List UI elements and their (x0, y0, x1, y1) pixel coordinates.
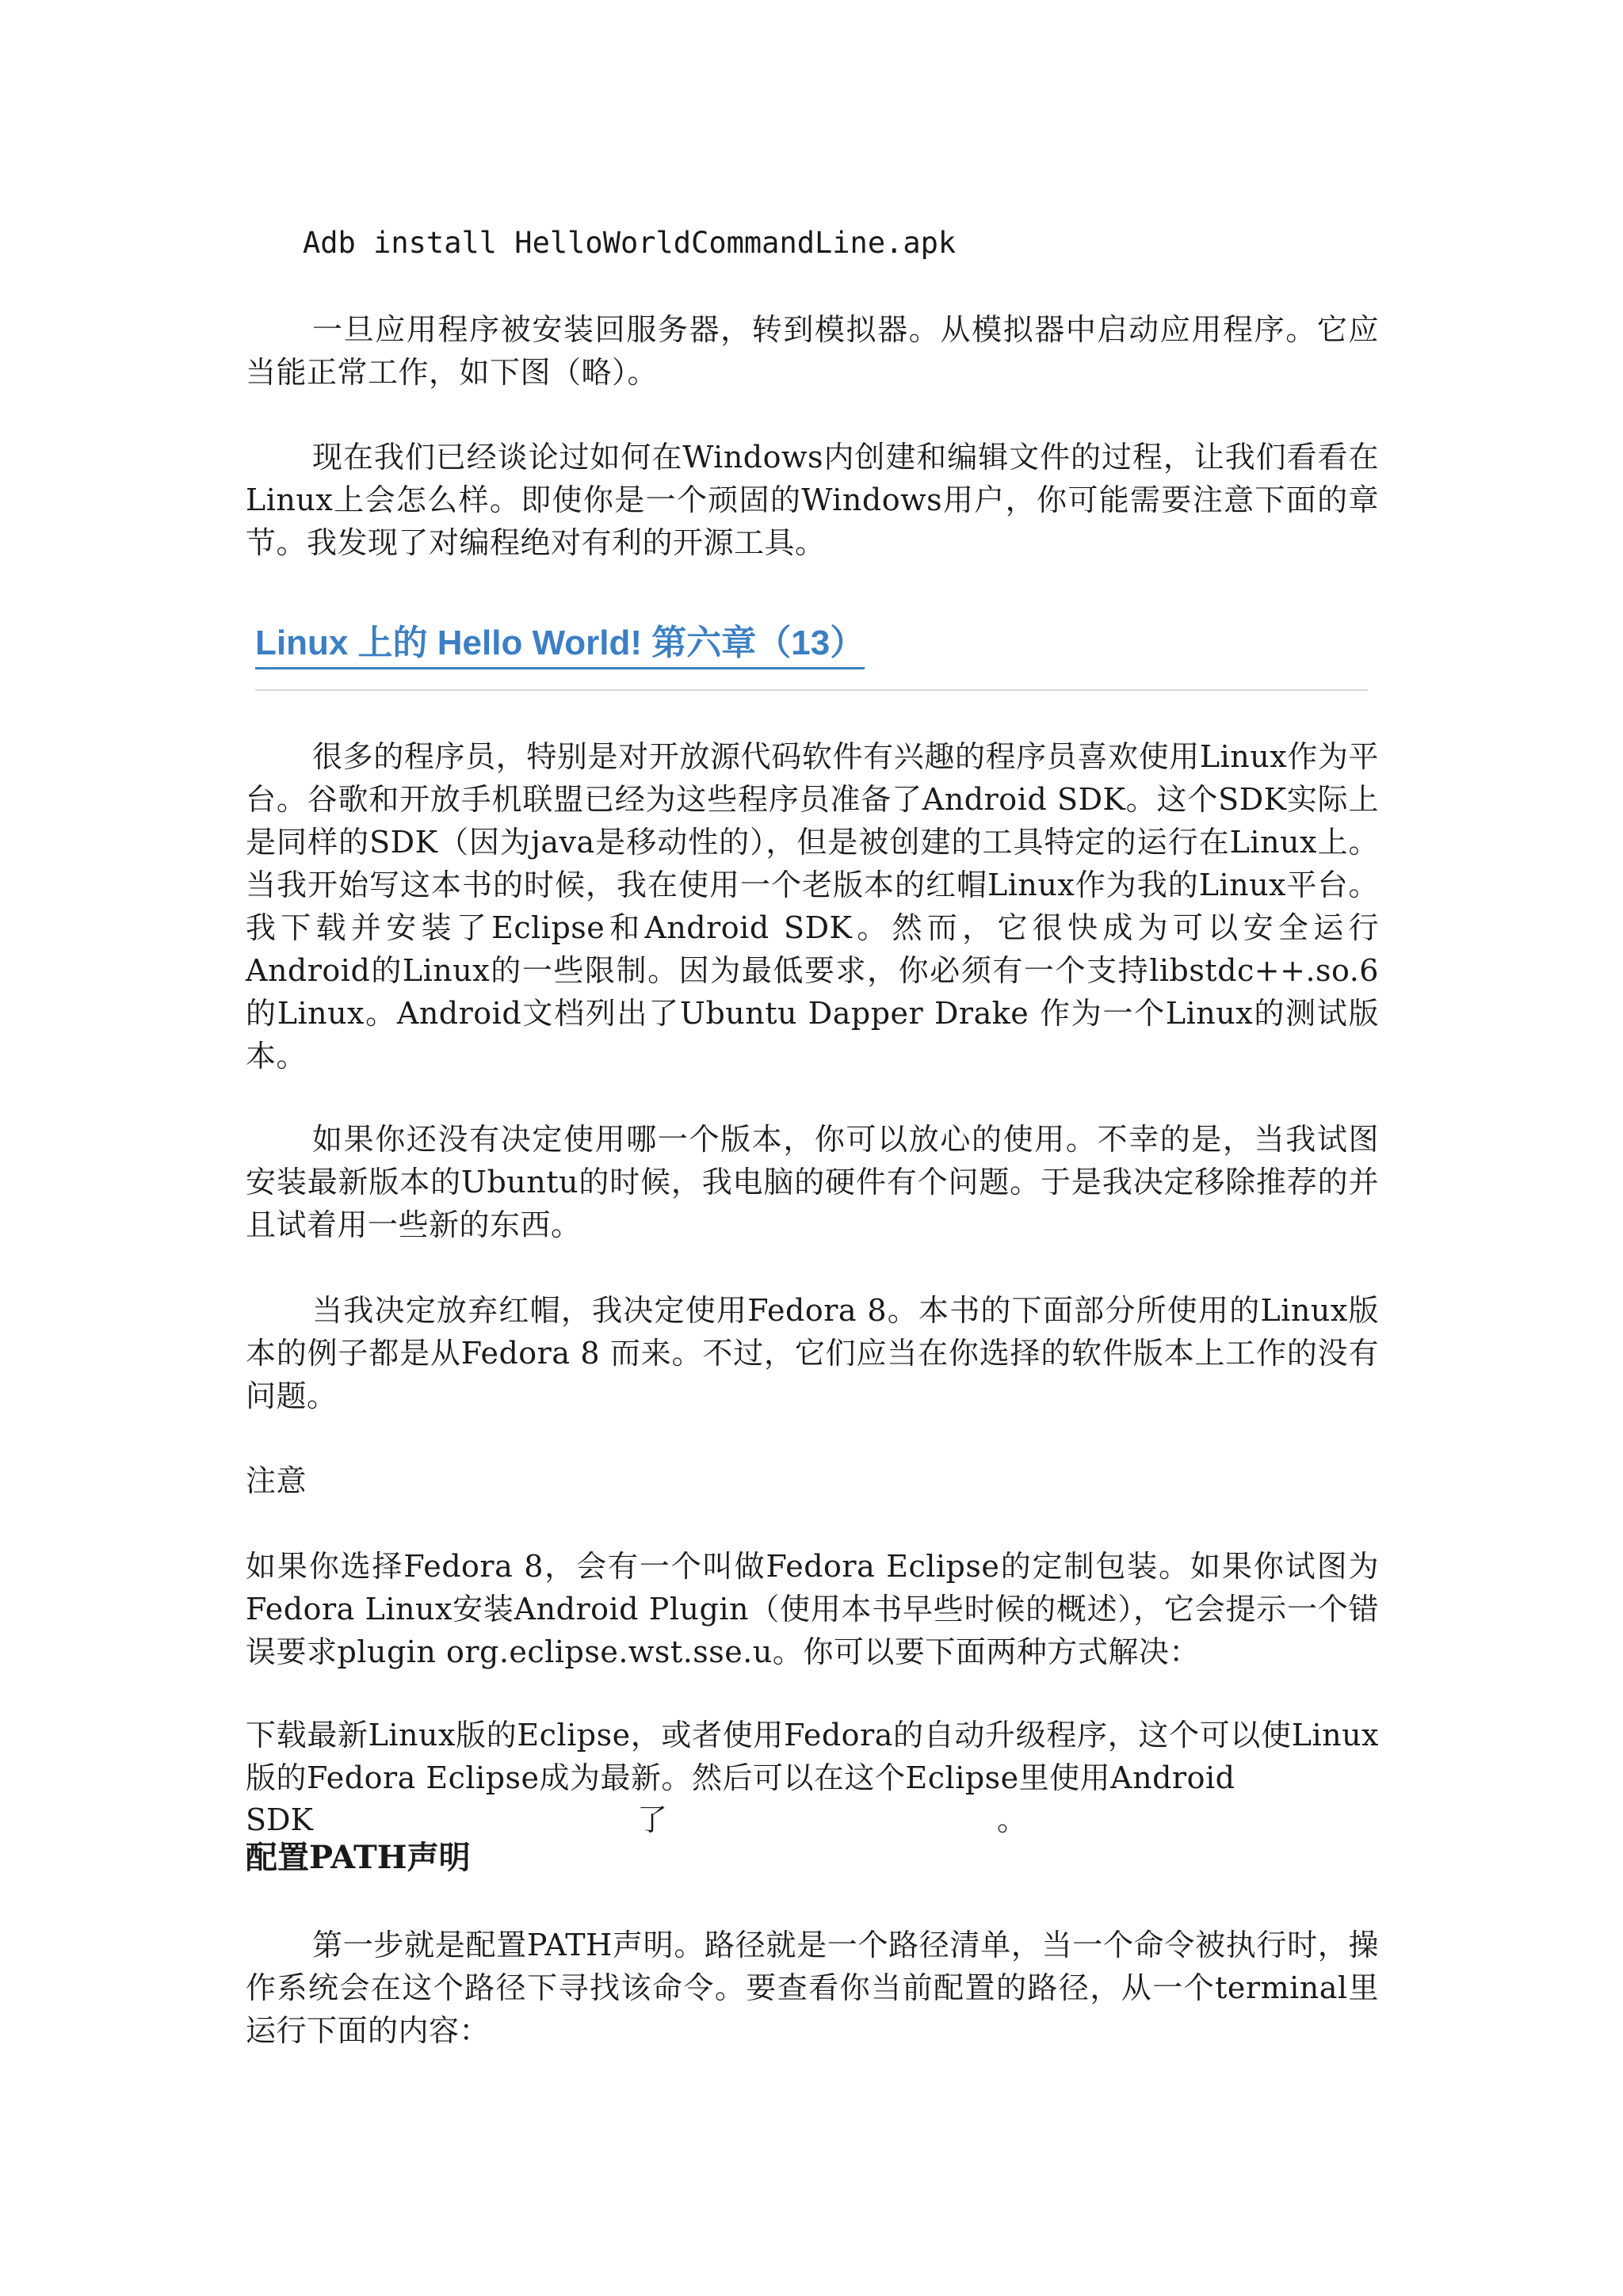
paragraph-download-eclipse-tail (246, 1798, 1379, 1841)
paragraph-path-config: 第一步就是配置PATH声明。路径就是一个路径清单，当一个命令被执行时，操作系统会在这个路径下寻找该命令。要查看你当前配置的路径，从一个terminal里运行下面的内容： (246, 1928, 1379, 2048)
subheading-path: 配置PATH声明 (246, 1839, 471, 1876)
tail-period: 。 (997, 1802, 1028, 1837)
tail-sdk: SDK (246, 1802, 313, 1837)
paragraph-install-result: 一旦应用程序被安装回服务器，转到模拟器。从模拟器中启动应用程序。它应当能正常工作，如下图（略）。 (246, 312, 1379, 390)
paragraph-fedora-eclipse: 如果你选择Fedora 8，会有一个叫做Fedora Eclipse的定制包装。如果你试图为Fedora Linux安装Android Plugin（使用本书早些时候的概述），它会提示一个错误要求plugin org.eclipse.wst.sse.u。你可以要下面两种方式解决： (246, 1549, 1379, 1669)
paragraph-ubuntu: 如果你还没有决定使用哪一个版本，你可以放心的使用。不幸的是，当我试图安装最新版本的Ubuntu的时候，我电脑的硬件有个问题。于是我决定移除推荐的并且试着用一些新的东西。 (246, 1122, 1379, 1242)
paragraph-fedora: 当我决定放弃红帽，我决定使用Fedora 8。本书的下面部分所使用的Linux版本的例子都是从Fedora 8 而来。不过，它们应当在你选择的软件版本上工作的没有问题。 (246, 1293, 1379, 1413)
paragraph-linux-platform: 很多的程序员，特别是对开放源代码软件有兴趣的程序员喜欢使用Linux作为平台。谷歌和开放手机联盟已经为这些程序员准备了Android SDK。这个SDK实际上是同样的SDK（因为java是移动性的），但是被创建的工具特定的运行在Linux上。当我开始写这本书的时候，我在使用一个老版本的红帽Linux作为我的Linux平台。我下载并安装了Eclipse和Android SDK。然而，它很快成为可以安全运行Android的Linux的一些限制。因为最低要求，你必须有一个支持libstdc++.so.6的Linux。Android文档列出了Ubuntu Dapper Drake 作为一个Linux的测试版本。 (246, 739, 1379, 1074)
tail-le: 了 (637, 1802, 668, 1837)
section-heading[interactable]: Linux 上的 Hello World! 第六章（13） (255, 620, 865, 669)
paragraph-download-eclipse: 下载最新Linux版的Eclipse，或者使用Fedora的自动升级程序，这个可以使Linux版的Fedora Eclipse成为最新。然后可以在这个Eclipse里使用Android (246, 1718, 1379, 1795)
paragraph-windows-to-linux: 现在我们已经谈论过如何在Windows内创建和编辑文件的过程，让我们看看在Linux上会怎么样。即使你是一个顽固的Windows用户，你可能需要注意下面的章节。我发现了对编程绝对有利的开源工具。 (246, 440, 1379, 560)
code-line: Adb install HelloWorldCommandLine.apk (303, 226, 957, 260)
note-label: 注意 (246, 1463, 307, 1498)
heading-divider (255, 689, 1368, 691)
